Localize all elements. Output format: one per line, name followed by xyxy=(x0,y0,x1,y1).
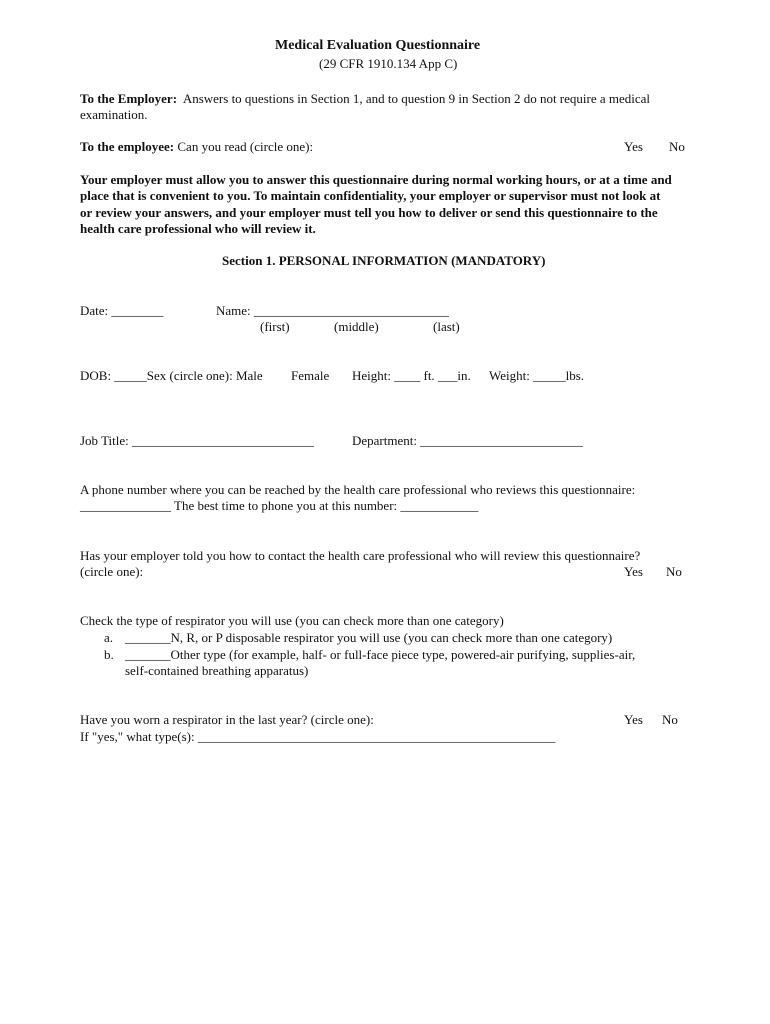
weight-field[interactable]: Weight: _____lbs. xyxy=(489,368,585,383)
contact-circle-prompt: (circle one): xyxy=(80,564,144,579)
sex-female-option[interactable]: Female xyxy=(291,368,330,383)
employer-note xyxy=(80,91,650,107)
respirator-type-b-cont: self-contained breathing apparatus) xyxy=(125,663,309,678)
name-field[interactable]: Name: ______________________________ xyxy=(216,303,449,318)
respirator-type-b-option[interactable]: _______Other type (for example, half- or full-face piece type, powered-air purifying, supplies-air, xyxy=(125,647,636,662)
department-field[interactable]: Department: _________________________ xyxy=(352,433,583,448)
notice-line-3: or review your answers, and your employer must tell you how to deliver or send this questionnaire to the xyxy=(80,205,658,220)
contact-question: Has your employer told you how to contact the health care professional who will review this questionnaire? xyxy=(80,548,641,563)
respirator-type-a-option[interactable]: _______N, R, or P disposable respirator you will use (you can check more than one category) xyxy=(125,630,613,645)
worn-yes-option[interactable]: Yes xyxy=(624,712,643,727)
notice-line-2: place that is convenient to you. To maintain confidentiality, your employer or supervisor must not look at xyxy=(80,188,661,203)
worn-respirator-question: Have you worn a respirator in the last year? (circle one): xyxy=(80,712,374,727)
page-title: Medical Evaluation Questionnaire xyxy=(275,38,481,53)
respirator-type-question: Check the type of respirator you will use (you can check more than one category) xyxy=(80,613,504,628)
name-middle-label: (middle) xyxy=(334,319,379,334)
date-field[interactable]: Date: ________ xyxy=(80,303,164,318)
employee-read-no-option[interactable]: No xyxy=(669,139,685,154)
phone-question: A phone number where you can be reached by the health care professional who reviews this questionnaire: xyxy=(80,482,636,497)
employee-read-label: To the employee: xyxy=(80,139,175,154)
worn-no-option[interactable]: No xyxy=(662,712,678,727)
respirator-type-a-marker: a. xyxy=(104,630,114,645)
contact-no-option[interactable]: No xyxy=(666,564,682,579)
employee-read-question xyxy=(80,139,313,155)
section-1-heading: Section 1. PERSONAL INFORMATION (MANDATORY) xyxy=(222,253,546,268)
notice-line-4: health care professional who will review it. xyxy=(80,221,316,236)
name-last-label: (last) xyxy=(433,319,460,334)
employer-note-text: Answers to questions in Section 1, and to question 9 in Section 2 do not require a medical xyxy=(182,91,651,106)
phone-fields[interactable]: ______________ The best time to phone you at this number: ____________ xyxy=(80,498,479,513)
employee-read-yes-option[interactable]: Yes xyxy=(624,139,643,154)
height-field[interactable]: Height: ____ ft. ___in. xyxy=(352,368,471,383)
notice-line-1: Your employer must allow you to answer this questionnaire during normal working hours, or at a time and xyxy=(80,172,672,187)
job-title-field[interactable]: Job Title: ____________________________ xyxy=(80,433,315,448)
respirator-type-b-marker: b. xyxy=(104,647,114,662)
name-first-label: (first) xyxy=(260,319,290,334)
page-subtitle: (29 CFR 1910.134 App C) xyxy=(319,56,458,71)
worn-type-field[interactable]: If "yes," what type(s): _______________________________________________________ xyxy=(80,729,556,744)
dob-sex-field[interactable]: DOB: _____Sex (circle one): Male xyxy=(80,368,263,383)
employer-note-label: To the Employer: xyxy=(80,91,178,106)
contact-yes-option[interactable]: Yes xyxy=(624,564,643,579)
employer-note-cont: examination. xyxy=(80,107,148,122)
employee-read-text: Can you read (circle one): xyxy=(177,139,314,154)
